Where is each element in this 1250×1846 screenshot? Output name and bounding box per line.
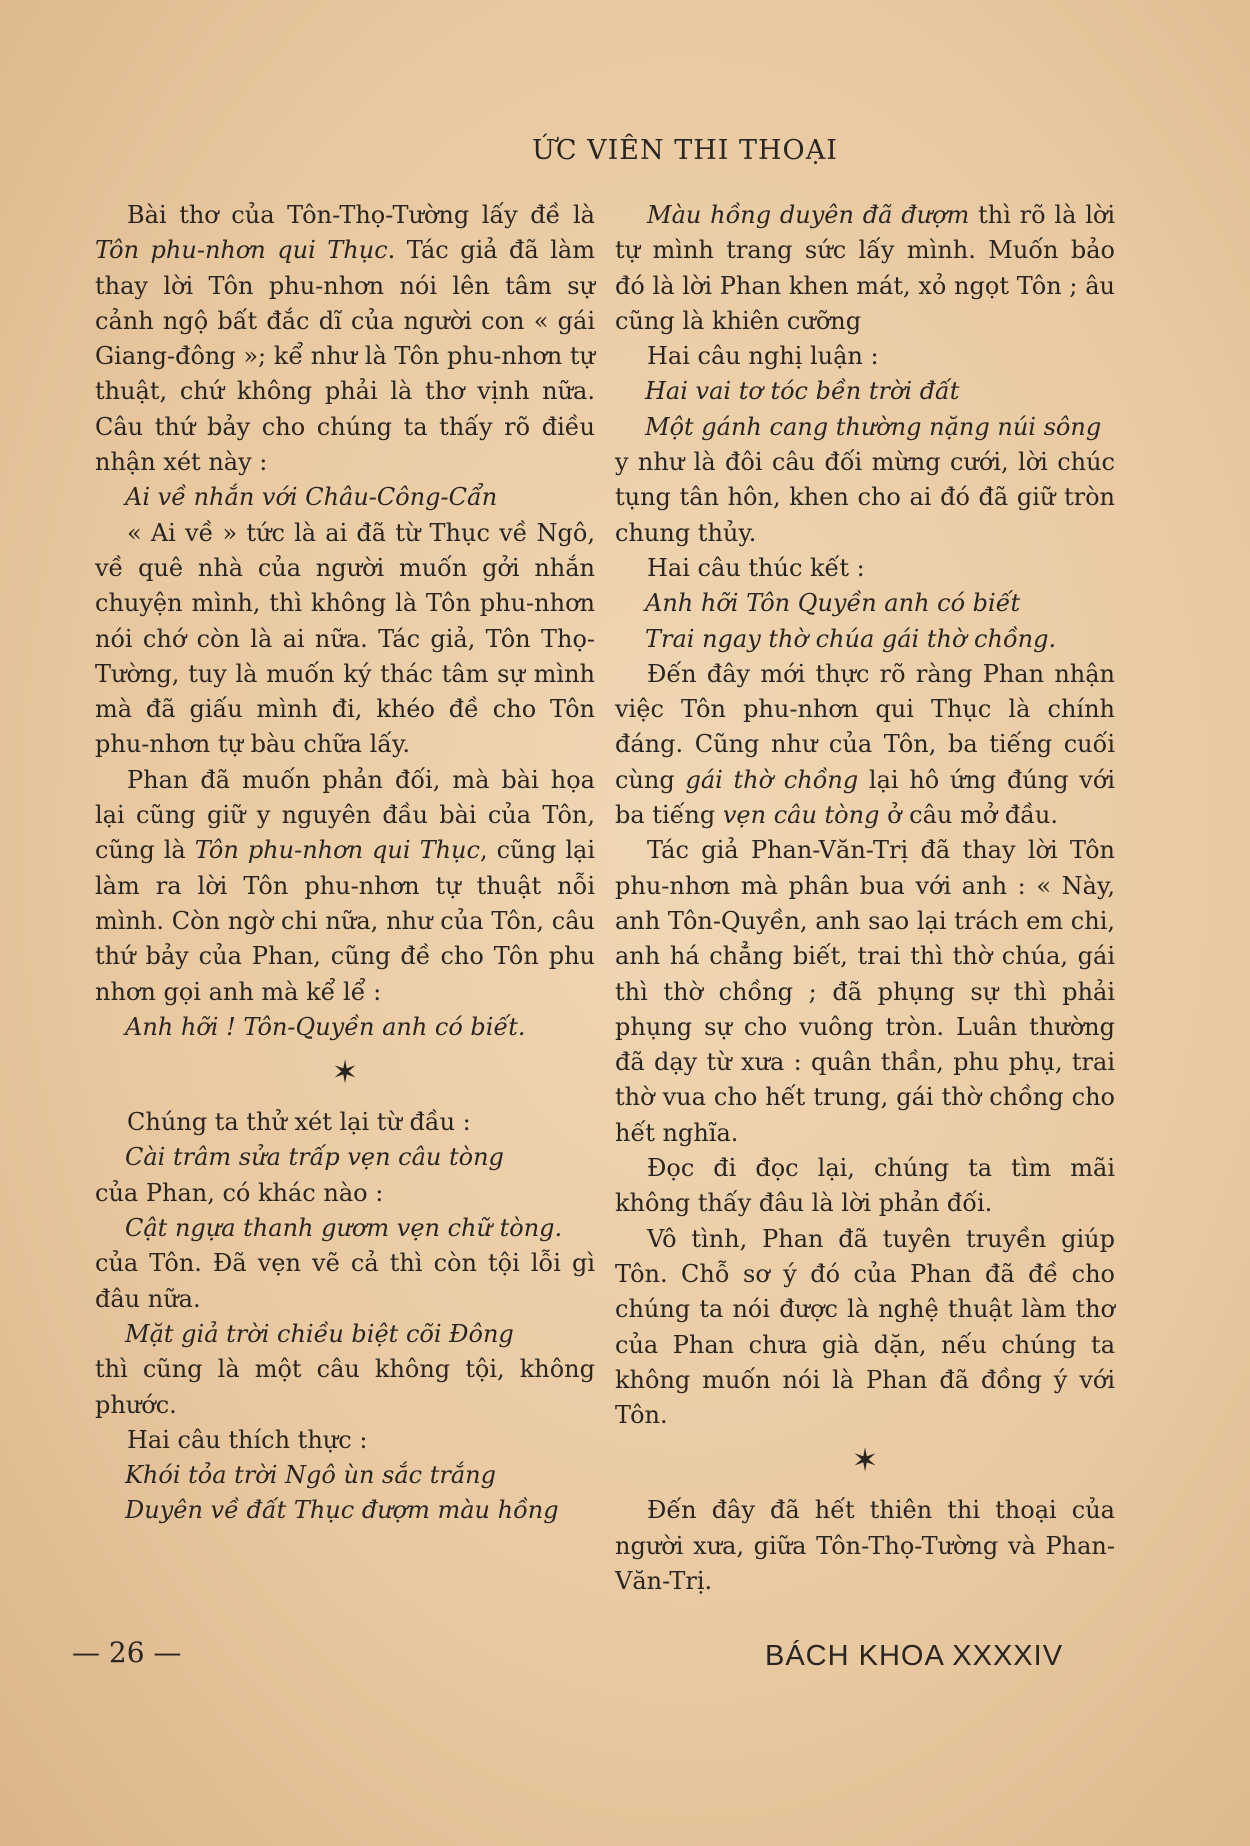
section-separator-star-icon: ✶ (331, 1053, 359, 1092)
verse-line: Ai về nhắn với Châu-Công-Cẩn (125, 483, 498, 512)
paragraph (615, 1493, 1115, 1599)
text-run: Phan đã muốn phản đối, mà bài họa lại cũng giữ y nguyên đầu bài của Tôn, cũng là (95, 765, 595, 865)
italic-text: vẹn câu tòng (722, 801, 880, 830)
text-run: Bài thơ của Tôn-Thọ-Tường lấy đề là (127, 201, 595, 229)
paragraph (95, 198, 595, 480)
verse-line: Mặt giả trời chiều biệt cõi Đông (125, 1319, 514, 1348)
paragraph (95, 1423, 595, 1458)
paragraph (615, 339, 1115, 374)
paragraph-continuation (95, 1352, 595, 1423)
text-run: . Tác giả đã làm thay lời Tôn phu-nhơn nói lên tâm sự cảnh ngộ bất đắc dĩ của người con « gái Giang-đông »; kể như là Tôn phu-nhơn tự thuật, chứ không phải là thơ vịnh nữa. Câu thứ bảy cho chúng ta thấy rõ điều nhận xét này : (95, 236, 595, 477)
text-run: Hai câu thúc kết : (647, 553, 865, 582)
page-number: — 26 — (72, 1636, 182, 1669)
text-run: Đọc đi đọc lại, chúng ta tìm mãi không thấy đâu là lời phản đối. (615, 1154, 1115, 1218)
paragraph-continuation (95, 1176, 595, 1211)
running-header: ỨC VIÊN THI THOẠI (532, 135, 838, 166)
section-separator-star-icon: ✶ (851, 1441, 879, 1480)
verse-line: Anh hỡi Tôn Quyền anh có biết (645, 589, 1021, 618)
right-column (615, 198, 1115, 1599)
text-run: Tác giả Phan-Văn-Trị đã thay lời Tôn phu-nhơn mà phân bua với anh : « Này, anh Tôn-Quyền, anh sao lại trách em chi, anh há chẳng biết, trai thì thờ chúa, gái thì thờ chồng ; đã phụng sự thì phải phụng sự cho vuông tròn. Luân thường đã dạy từ xưa : quân thần, phu phụ, trai thờ vua cho hết trung, gái thờ chồng cho hết nghĩa. (615, 836, 1115, 1147)
paragraph (615, 1222, 1115, 1434)
paragraph (95, 516, 595, 763)
paragraph (615, 551, 1115, 586)
paragraph (95, 763, 595, 1010)
verse-line: Hai vai tơ tóc bền trời đất (645, 377, 960, 406)
verse-line: Khói tỏa trời Ngô ùn sắc trắng (125, 1461, 496, 1490)
text-run: , cũng lại làm ra lời Tôn phu-nhơn tự thuật nỗi mình. Còn ngờ chi nữa, như của Tôn, câu thứ bảy của Phan, cũng đề cho Tôn phu nhơn gọi anh mà kể lể : (95, 836, 595, 1006)
paragraph (615, 833, 1115, 1151)
paragraph (95, 1105, 595, 1140)
text-run: Hai câu nghị luận : (647, 342, 879, 371)
verse-line: Cật ngựa thanh gươm vẹn chữ tòng. (125, 1214, 563, 1243)
italic-text: gái thờ chồng (685, 765, 859, 794)
italic-text: Tôn phu-nhơn qui Thục (95, 236, 388, 265)
text-run: của Phan, có khác nào : (95, 1178, 384, 1207)
text-run: Đến đây đã hết thiên thi thoại của người xưa, giữa Tôn-Thọ-Tường và Phan-Văn-Trị. (615, 1496, 1115, 1595)
publication-title: BÁCH KHOA XXXXIV (765, 1640, 1064, 1672)
paragraph (615, 657, 1115, 833)
text-run: thì cũng là một câu không tội, không phước. (95, 1355, 595, 1419)
italic-text: Tôn phu-nhơn qui Thục (194, 836, 480, 865)
text-run: ở câu mở đầu. (879, 801, 1058, 830)
italic-text: Màu hồng duyên đã đượm (647, 201, 970, 229)
paragraph (615, 1151, 1115, 1222)
text-run: « Ai về » tức là ai đã từ Thục về Ngô, về quê nhà của người muốn gởi nhắn chuyện mình, thì không là Tôn phu-nhơn nói chớ còn là ai nữa. Tác giả, Tôn Thọ-Tường, tuy là muốn ký thác tâm sự mình mà đã giấu mình đi, khéo đề cho Tôn phu-nhơn tự bàu chữa lấy. (95, 518, 595, 759)
verse-line: Duyên về đất Thục đượm màu hồng (125, 1496, 559, 1525)
text-run: Đến đây mới thực rõ ràng Phan nhận việc Tôn phu-nhơn qui Thục là chính đáng. Cũng như của Tôn, ba tiếng cuối cùng (615, 659, 1115, 794)
text-run: Chúng ta thử xét lại từ đầu : (127, 1108, 471, 1137)
text-run: thì rõ là lời tự mình trang sức lấy mình. Muốn bảo đó là lời Phan khen mát, xỏ ngọt Tôn ; âu cũng là khiên cưỡng (615, 201, 1115, 335)
paragraph-continuation (615, 445, 1115, 551)
verse-line: Trai ngay thờ chúa gái thờ chồng. (645, 624, 1057, 653)
left-column (95, 198, 595, 1529)
paragraph (615, 198, 1115, 339)
text-run: lại hô ứng đúng với ba tiếng (615, 765, 1115, 830)
text-run: Vô tình, Phan đã tuyên truyền giúp Tôn. Chỗ sơ ý đó của Phan đã đề cho chúng ta nói được là nghệ thuật làm thơ của Phan chưa già dặn, nếu chúng ta không muốn nói là Phan đã đồng ý với Tôn. (615, 1224, 1115, 1430)
verse-line: Anh hỡi ! Tôn-Quyền anh có biết. (125, 1012, 526, 1041)
text-run: Hai câu thích thực : (127, 1425, 368, 1454)
verse-line: Cài trâm sửa trấp vẹn câu tòng (125, 1143, 504, 1172)
verse-line: Một gánh cang thường nặng núi sông (645, 412, 1102, 441)
paragraph-continuation (95, 1246, 595, 1317)
text-run: của Tôn. Đã vẹn vẽ cả thì còn tội lỗi gì đâu nữa. (95, 1249, 595, 1313)
text-run: y như là đôi câu đối mừng cưới, lời chúc tụng tân hôn, khen cho ai đó đã giữ tròn chung thủy. (615, 448, 1115, 547)
